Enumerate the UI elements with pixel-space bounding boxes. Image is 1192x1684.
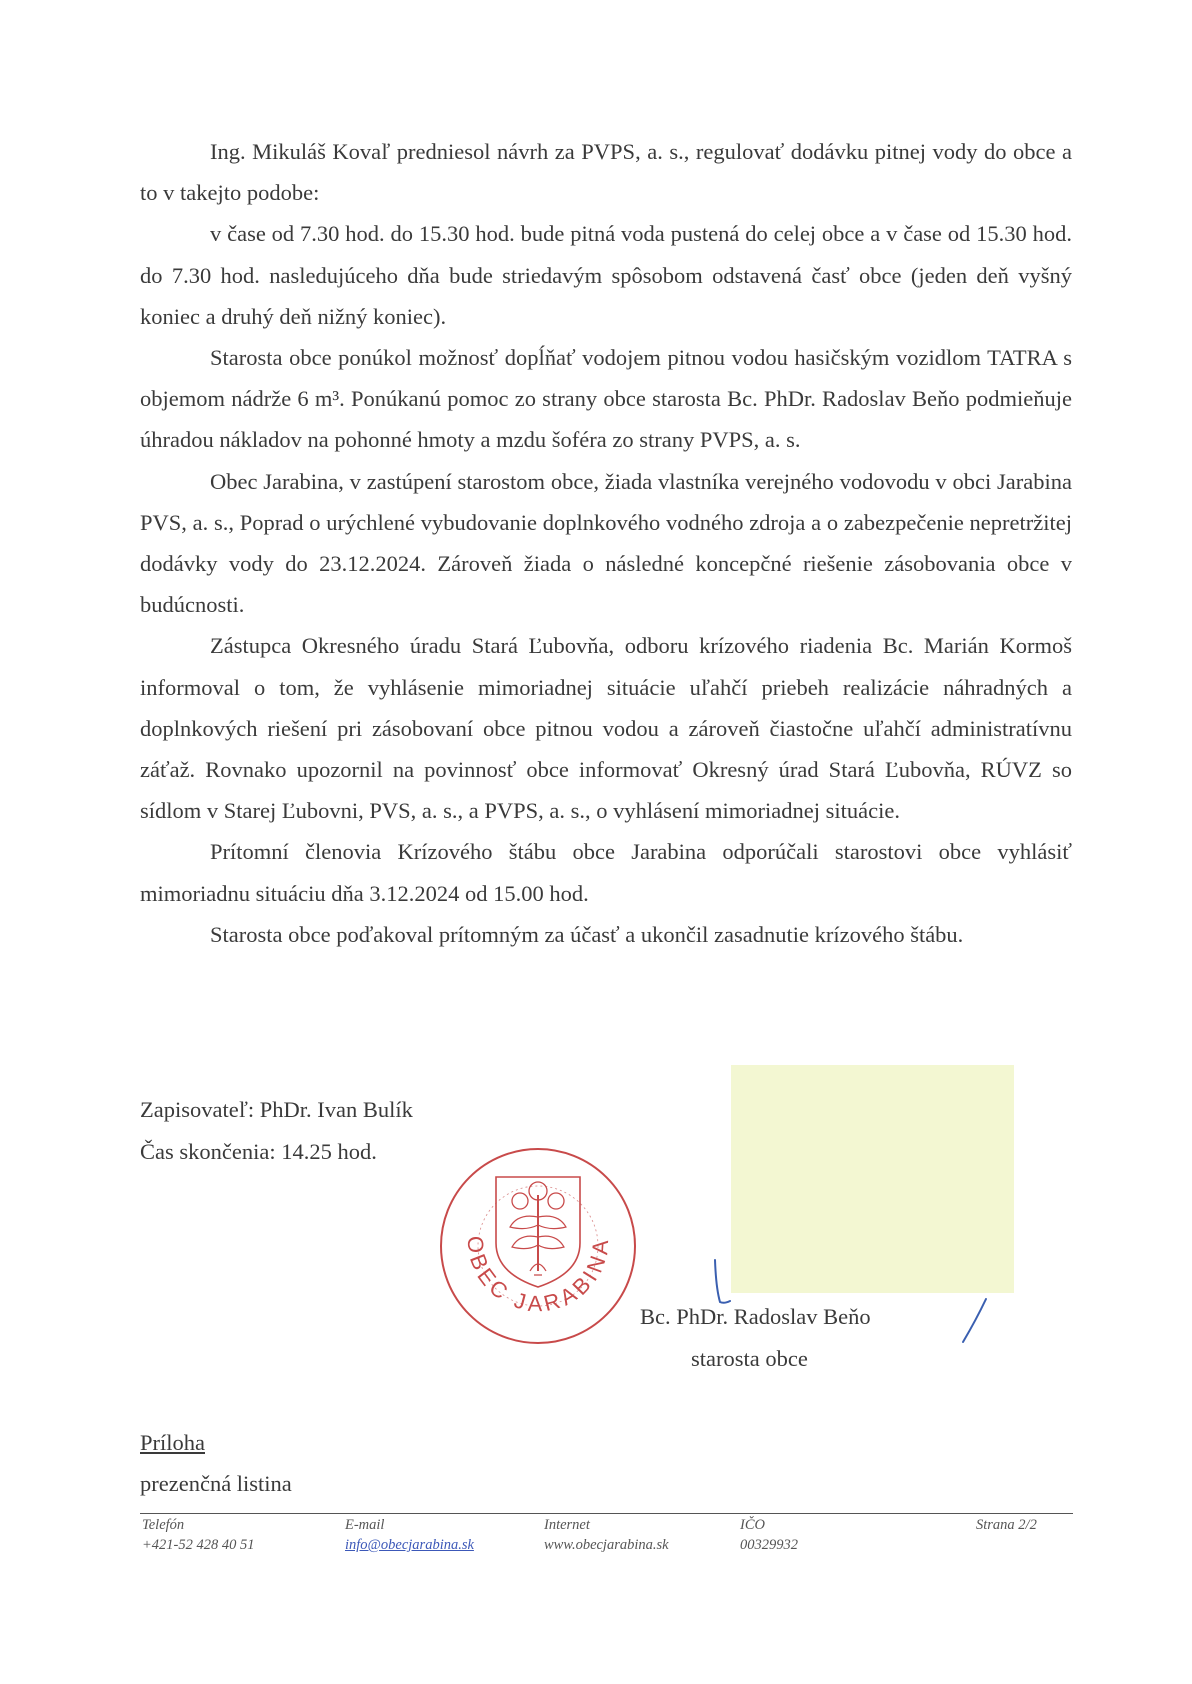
recorder-name: Zapisovateľ: PhDr. Ivan Bulík [140, 1097, 413, 1122]
svg-text:OBEC JARABINA: OBEC JARABINA [462, 1234, 614, 1317]
footer-page-number [976, 1515, 1037, 1535]
footer-web-value: www.obecjarabina.sk [544, 1537, 669, 1553]
footer-ico-label: IČO [740, 1517, 765, 1533]
footer-web [544, 1515, 669, 1555]
footer-email [345, 1515, 474, 1555]
attachment-item: prezenčná listina [140, 1471, 292, 1496]
footer-divider [140, 1513, 1073, 1514]
signer-role: starosta obce [691, 1346, 808, 1371]
attachment-block [140, 1422, 292, 1504]
footer-email-label: E-mail [345, 1517, 385, 1533]
paragraph-tatra-offer: Starosta obce ponúkol možnosť dopĺňať vodojem pitnou vodou hasičským vozidlom TATRA s objemom nádrže 6 m³. Ponúkanú pomoc zo strany obce starosta Bc. PhDr. Radoslav Beňo podmieňuje úhradou nákladov na pohonné hmoty a mzdu šoféra zo strany PVPS, a. s. [140, 345, 1072, 453]
footer-phone [142, 1515, 255, 1555]
signature-block [640, 1296, 871, 1380]
footer-ico-value: 00329932 [740, 1537, 798, 1553]
municipal-stamp [438, 1145, 638, 1347]
end-time: Čas skončenia: 14.25 hod. [140, 1139, 377, 1164]
paragraph-proposal: Ing. Mikuláš Kovaľ predniesol návrh za PVPS, a. s., regulovať dodávku pitnej vody do obce a to v takejto podobe: [140, 139, 1072, 206]
paragraph-district-office: Zástupca Okresného úradu Stará Ľubovňa, odboru krízového riadenia Bc. Marián Kormoš informoval o tom, že vyhlásenie mimoriadnej situácie uľahčí priebeh realizácie náhradných a doplnkových riešení pri zásobovaní obce pitnou vodou a zároveň čiastočne uľahčí administratívnu záťaž. Rovnako upozornil na povinnosť obce informovať Okresný úrad Stará Ľubovňa, RÚVZ so sídlom v Starej Ľubovni, PVS, a. s., a PVPS, a. s., o vyhlásení mimoriadnej situácie. [140, 633, 1072, 824]
paragraph-recommendation: Prítomní členovia Krízového štábu obce Jarabina odporúčali starostovi obce vyhlásiť mimoriadnu situáciu dňa 3.12.2024 od 15.00 hod. [140, 839, 1072, 906]
redaction-sticky-note [731, 1065, 1014, 1293]
paragraph-closing: Starosta obce poďakoval prítomným za účasť a ukončil zasadnutie krízového štábu. [210, 921, 964, 947]
footer-web-label: Internet [544, 1517, 590, 1533]
minutes-body [140, 131, 1072, 955]
page-number: Strana 2/2 [976, 1517, 1037, 1533]
paragraph-schedule: v čase od 7.30 hod. do 15.30 hod. bude pitná voda pustená do celej obce a v čase od 15.30 hod. do 7.30 hod. nasledujúceho dňa bude striedavým spôsobom odstavená časť obce (jeden deň vyšný koniec a druhý deň nižný koniec). [140, 221, 1072, 329]
signer-name: Bc. PhDr. Radoslav Beňo [640, 1304, 871, 1329]
footer-email-link[interactable]: info@obecjarabina.sk [345, 1537, 474, 1553]
footer-ico [740, 1515, 798, 1555]
recorder-block [140, 1089, 413, 1173]
footer-phone-label: Telefón [142, 1517, 185, 1533]
attachment-heading: Príloha [140, 1430, 205, 1455]
signature-stroke-right [958, 1296, 990, 1346]
footer-phone-value: +421-52 428 40 51 [142, 1537, 255, 1553]
paragraph-request: Obec Jarabina, v zastúpení starostom obce, žiada vlastníka verejného vodovodu v obci Jarabina PVS, a. s., Poprad o urýchlené vybudovanie doplnkového vodného zdroja a o zabezpečenie nepretržitej dodávky vody do 23.12.2024. Zároveň žiada o následné koncepčné riešenie zásobovania obce v budúcnosti. [140, 468, 1072, 618]
